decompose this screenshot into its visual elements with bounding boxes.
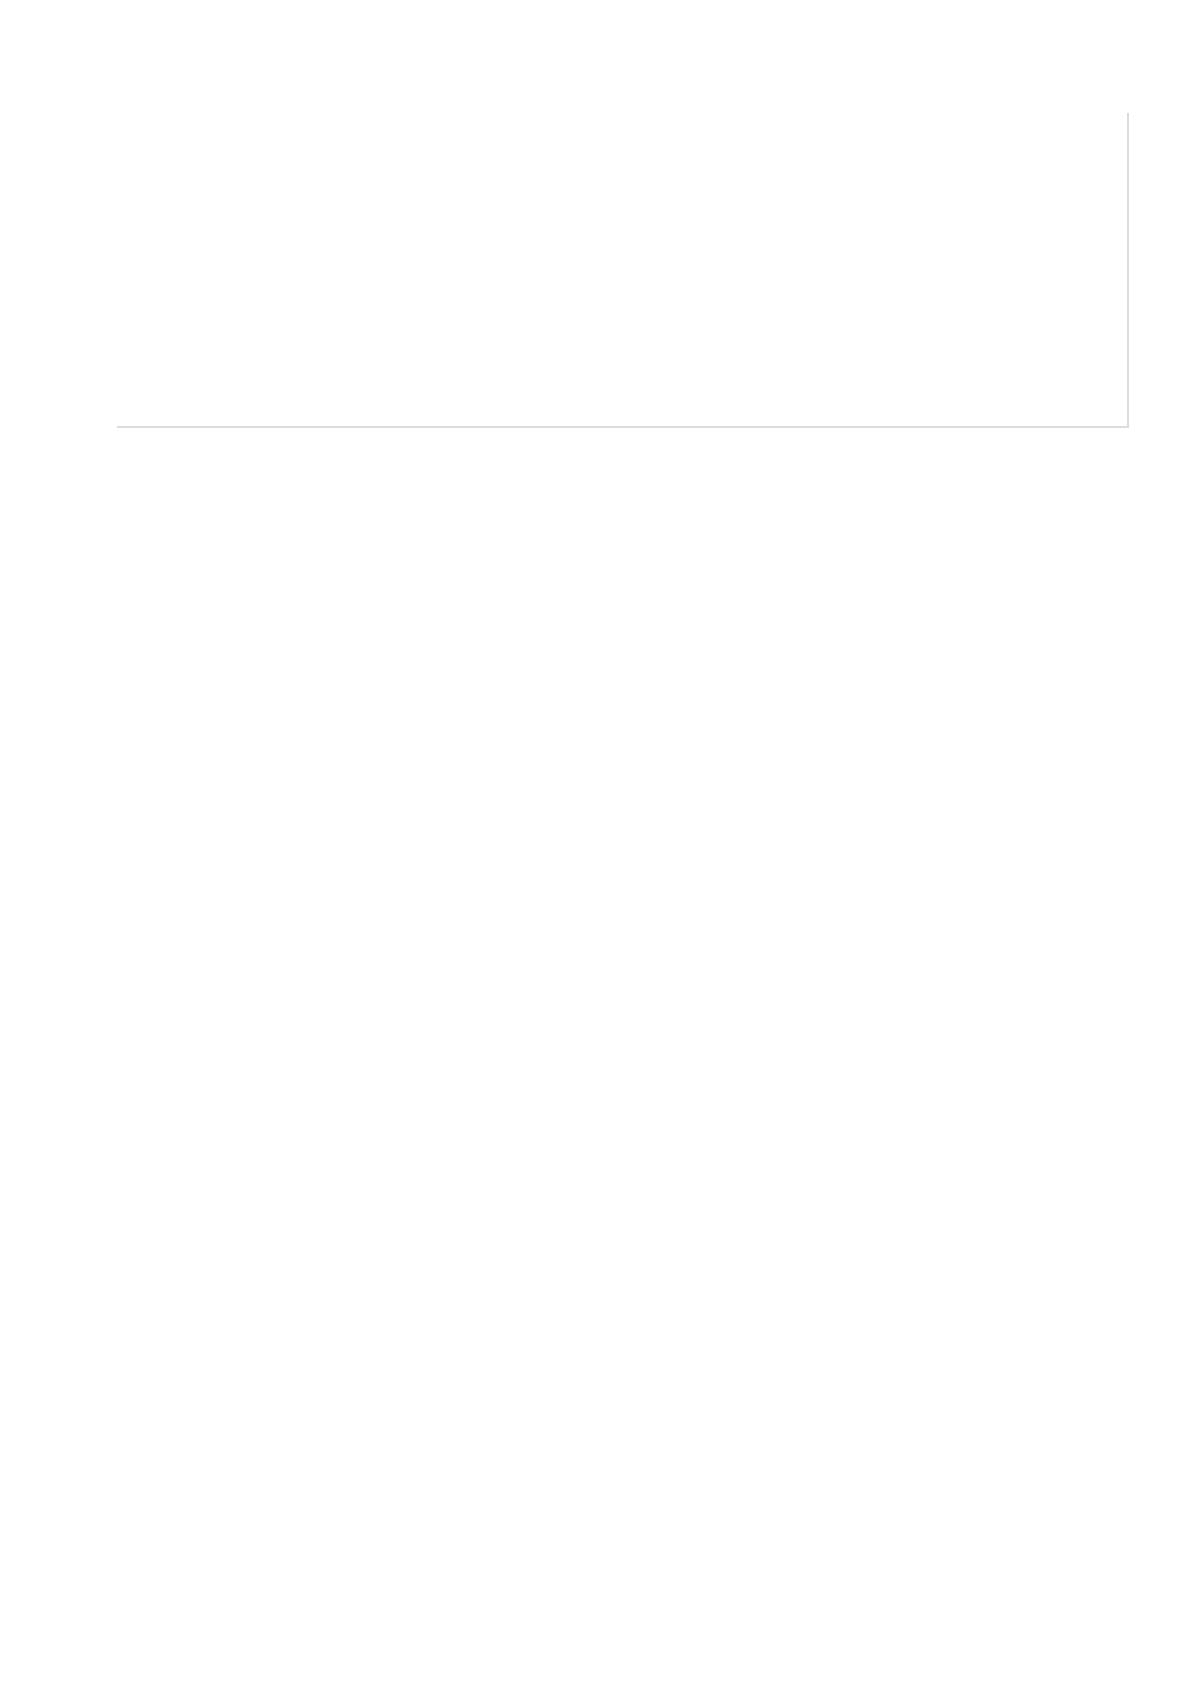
gray-gradient-strip (127, 1328, 1137, 1414)
top-palette-frame (117, 113, 1129, 428)
